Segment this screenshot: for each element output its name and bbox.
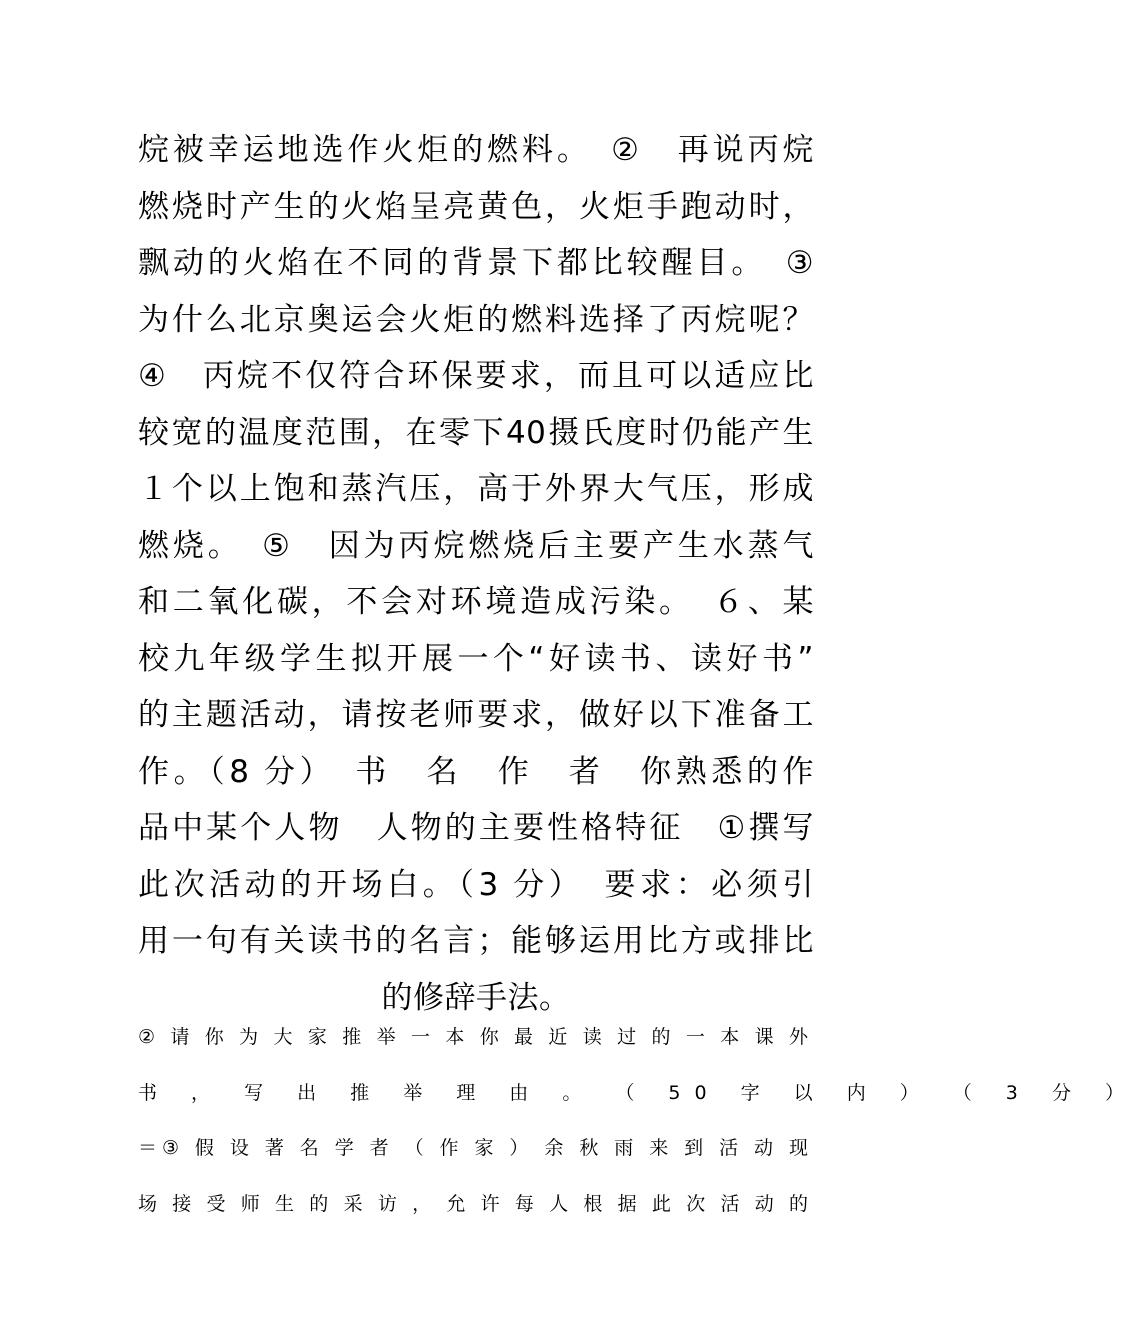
text-line: 为什么北京奥运会火炬的燃料选择了丙烷呢？	[138, 301, 814, 338]
text-line: ④ 丙烷不仅符合环保要求，而且可以适应比	[138, 358, 814, 394]
small-text-line: ＝③ 假 设 著 名 学 者 （ 作 家 ） 余 秋 雨 来 到 活 动 现	[138, 1137, 810, 1159]
main-text-block	[138, 122, 814, 1026]
small-text-line: ② 请 你 为 大 家 推 举 一 本 你 最 近 读 过 的 一 本 课 外	[138, 1026, 810, 1048]
small-text-line: 场 接 受 师 生 的 采 访 ， 允 许 每 人 根 据 此 次 活 动 的	[138, 1192, 810, 1215]
text-line: 品中某个人物 人物的主要性格特征 ①撰写	[138, 810, 814, 846]
text-line: 校九年级学生拟开展一个“好读书、读好书”	[138, 640, 814, 677]
text-line: 燃烧时产生的火焰呈亮黄色，火炬手跑动时，	[138, 188, 814, 225]
text-line: １个以上饱和蒸汽压，高于外界大气压，形成	[138, 471, 814, 507]
text-line: 较宽的温度范围，在零下40摄氏度时仍能产生	[138, 414, 814, 451]
text-line: 烷被幸运地选作火炬的燃料。 ② 再说丙烷	[138, 132, 814, 168]
text-line: 作。（8 分） 书 名 作 者 你熟悉的作	[138, 753, 814, 790]
centered-text-line: 的修辞手法。	[381, 979, 571, 1016]
text-line: 飘动的火焰在不同的背景下都比较醒目。 ③	[138, 245, 814, 281]
text-line: 用一句有关读书的名言；能够运用比方或排比	[138, 923, 814, 959]
text-line: 的主题活动，请按老师要求，做好以下准备工	[138, 697, 814, 733]
question-text-block	[138, 1010, 1138, 1232]
small-text-line: 书 ， 写 出 推 举 理 由 。 （ 50 字 以 内 ） （ 3 分 ）	[138, 1081, 1138, 1104]
text-line: 燃烧。 ⑤ 因为丙烷燃烧后主要产生水蒸气	[138, 527, 814, 564]
text-line: 此次活动的开场白。（3 分） 要求：必须引	[138, 866, 814, 903]
text-line: 和二氧化碳，不会对环境造成污染。 ６、某	[138, 584, 814, 620]
